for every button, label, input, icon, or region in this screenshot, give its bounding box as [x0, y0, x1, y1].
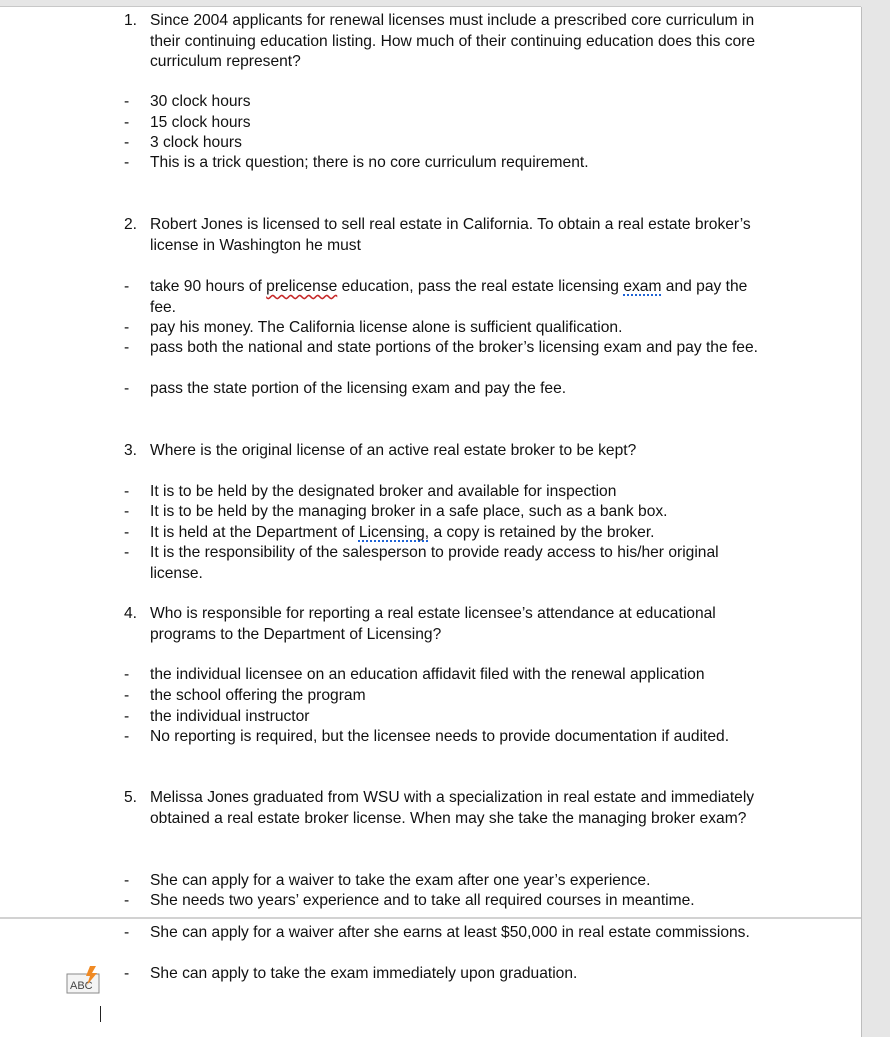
option: - She can apply to take the exam immediately upon graduation. — [124, 965, 578, 982]
grammar-suggestion[interactable]: exam — [623, 278, 662, 295]
option: - pass the state portion of the licensing exam and pay the fee. — [124, 380, 567, 397]
question-text: Where is the original license of an active real estate broker to be kept? — [150, 442, 637, 459]
question-number: 1. — [124, 12, 138, 29]
option: - She can apply for a waiver to take the exam after one year’s experience. — [124, 872, 651, 889]
option: - the individual licensee on an education affidavit filed with the renewal application — [124, 666, 705, 683]
option: - She needs two years’ experience and to take all required courses in meantime. — [124, 892, 695, 909]
spelling-error[interactable]: prelicense — [266, 278, 338, 295]
grammar-suggestion[interactable]: Licensing, — [358, 524, 430, 541]
text-cursor — [100, 1006, 101, 1022]
option: - It is to be held by the managing broker in a safe place, such as a bank box. — [124, 503, 668, 520]
option: - pass both the national and state portions of the broker’s licensing exam and pay the fee. — [124, 339, 758, 356]
option: - pay his money. The California license alone is sufficient qualification. — [124, 319, 623, 336]
option: - 30 clock hours — [124, 93, 251, 110]
question-text: Robert Jones is licensed to sell real estate in California. To obtain a real estate broker’s license in Washington he must — [150, 216, 751, 254]
option: - the school offering the program — [124, 687, 366, 704]
option: - No reporting is required, but the licensee needs to provide documentation if audited. — [124, 728, 730, 745]
question-4 — [124, 604, 764, 645]
option: - It is held at the Department of Licensing, a copy is retained by the broker. — [124, 524, 655, 541]
option: - It is the responsibility of the salesperson to provide ready access to his/her original license. — [124, 544, 719, 582]
option: - the individual instructor — [124, 708, 310, 725]
question-3 — [124, 441, 764, 462]
spellcheck-icon[interactable] — [66, 965, 102, 995]
option: - She can apply for a waiver after she earns at least $50,000 in real estate commissions. — [124, 924, 750, 941]
option: - take 90 hours of prelicense education, pass the real estate licensing exam and pay the fee. — [124, 278, 748, 316]
question-text: Melissa Jones graduated from WSU with a specialization in real estate and immediately obtained a real estate broker license. When may she take the managing broker exam? — [150, 789, 755, 827]
option: - It is to be held by the designated broker and available for inspection — [124, 483, 617, 500]
option: - 3 clock hours — [124, 134, 242, 151]
question-number: 4. — [124, 605, 138, 622]
option: - 15 clock hours — [124, 114, 251, 131]
question-number: 5. — [124, 789, 138, 806]
question-number: 2. — [124, 216, 138, 233]
question-number: 3. — [124, 442, 138, 459]
question-1 — [124, 11, 764, 73]
option: - This is a trick question; there is no core curriculum requirement. — [124, 154, 589, 171]
question-2 — [124, 215, 764, 256]
question-5 — [124, 788, 764, 829]
question-text: Since 2004 applicants for renewal licenses must include a prescribed core curriculum in their continuing education listing. How much of their continuing education does this core curriculum represent? — [150, 12, 756, 70]
page-break — [0, 917, 861, 919]
spellcheck-label: ABC — [70, 980, 93, 992]
question-text: Who is responsible for reporting a real estate licensee’s attendance at educational programs to the Department of Licensing? — [150, 605, 716, 643]
